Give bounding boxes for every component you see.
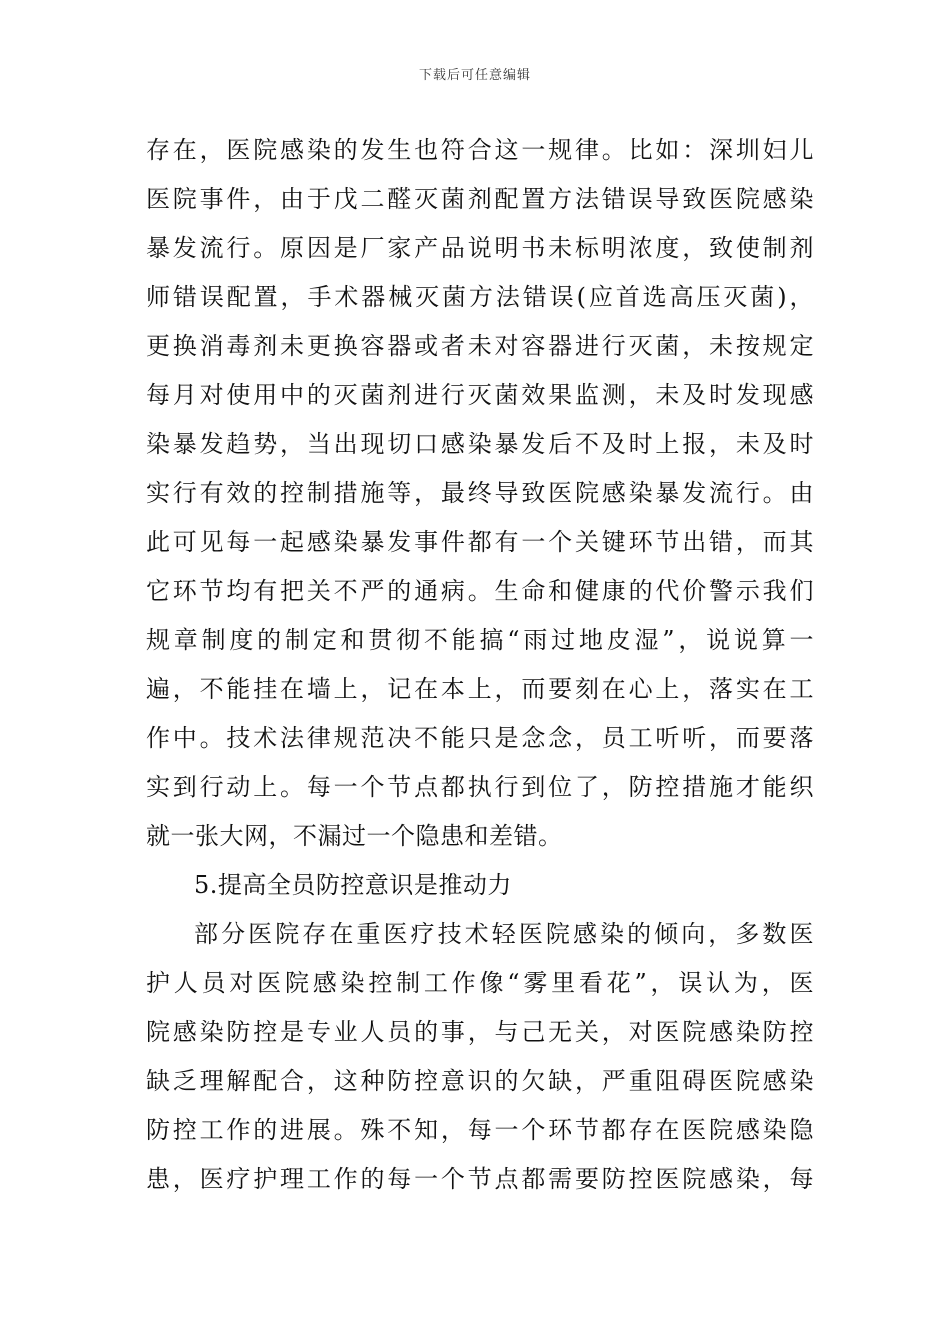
text-line: 部分医院存在重医疗技术轻医院感染的倾向，多数医 bbox=[194, 920, 814, 948]
paragraph-2 bbox=[146, 910, 814, 1204]
text-line: 存在，医院感染的发生也符合这一规律。比如：深圳妇儿 bbox=[146, 136, 814, 164]
page-header: 下载后可任意编辑 bbox=[418, 68, 531, 83]
section-heading: 5.提高全员防控意识是推动力 bbox=[194, 871, 512, 899]
text-line: 实到行动上。每一个节点都执行到位了，防控措施才能织 bbox=[146, 773, 814, 801]
text-line: 规章制度的制定和贯彻不能搞“雨过地皮湿”，说说算一 bbox=[146, 626, 814, 654]
text-line: 更换消毒剂未更换容器或者未对容器进行灭菌，未按规定 bbox=[146, 332, 814, 360]
text-line: 缺乏理解配合，这种防控意识的欠缺，严重阻碍医院感染 bbox=[146, 1067, 814, 1095]
text-line: 遍，不能挂在墙上，记在本上，而要刻在心上，落实在工 bbox=[146, 675, 814, 703]
text-line: 就一张大网，不漏过一个隐患和差错。 bbox=[146, 822, 563, 850]
text-line: 作中。技术法律规范决不能只是念念，员工听听，而要落 bbox=[146, 724, 814, 752]
text-line: 暴发流行。原因是厂家产品说明书未标明浓度，致使制剂 bbox=[146, 234, 814, 262]
text-line: 师错误配置，手术器械灭菌方法错误(应首选高压灭菌)， bbox=[146, 283, 814, 311]
text-line: 医院事件，由于戊二醛灭菌剂配置方法错误导致医院感染 bbox=[146, 185, 814, 213]
text-line: 院感染防控是专业人员的事，与己无关，对医院感染防控 bbox=[146, 1018, 814, 1046]
document-body bbox=[146, 126, 814, 1204]
text-line: 染暴发趋势，当出现切口感染暴发后不及时上报，未及时 bbox=[146, 430, 814, 458]
text-line: 实行有效的控制措施等，最终导致医院感染暴发流行。由 bbox=[146, 479, 814, 507]
text-line: 患，医疗护理工作的每一个节点都需要防控医院感染，每 bbox=[146, 1165, 814, 1193]
text-line: 每月对使用中的灭菌剂进行灭菌效果监测，未及时发现感 bbox=[146, 381, 814, 409]
text-line: 此可见每一起感染暴发事件都有一个关键环节出错，而其 bbox=[146, 528, 814, 556]
text-line: 护人员对医院感染控制工作像“雾里看花”，误认为，医 bbox=[146, 969, 814, 997]
text-line: 它环节均有把关不严的通病。生命和健康的代价警示我们 bbox=[146, 577, 814, 605]
paragraph-1 bbox=[146, 126, 814, 861]
text-line: 防控工作的进展。殊不知，每一个环节都存在医院感染隐 bbox=[146, 1116, 814, 1144]
